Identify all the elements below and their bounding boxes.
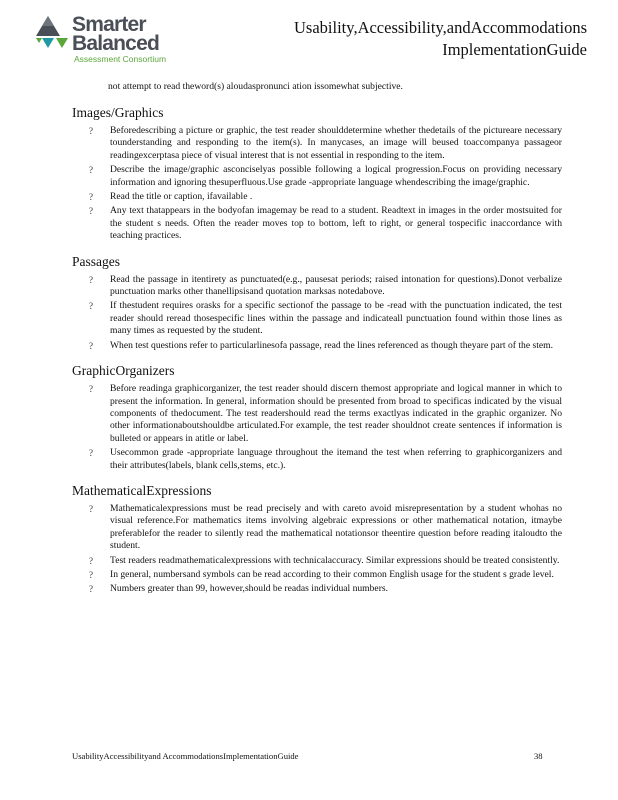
bullet-icon: ? xyxy=(89,503,93,514)
bullet-icon: ? xyxy=(89,192,93,203)
section-heading: MathematicalExpressions xyxy=(72,482,212,498)
list-item xyxy=(72,583,562,595)
list-item xyxy=(72,125,562,162)
header-title xyxy=(294,17,587,61)
list-item-text: Describe the image/graphic asconciselyas possible following a logical progression.Focus on providing necessary information and ignoring thesuperfluous.Use grade -appropriate language whendescribing the image/graphic. xyxy=(110,164,562,188)
bullet-icon: ? xyxy=(89,206,93,217)
section-heading: Passages xyxy=(72,253,120,269)
bullet-list xyxy=(72,383,562,472)
list-item-text: Usecommon grade -appropriate language throughout the itemand the test when referring to graphicorganizers and their attributes(labels, blank cells,stems, etc.). xyxy=(110,447,562,471)
list-item xyxy=(72,569,562,581)
bullet-icon: ? xyxy=(89,569,93,580)
main-content xyxy=(72,104,562,606)
intro-continuation-line: not attempt to read theword(s) aloudaspronunci ation issomewhat subjective. xyxy=(108,81,403,92)
bullet-icon: ? xyxy=(89,384,93,395)
list-item xyxy=(72,503,562,553)
list-item-text: Before readinga graphicorganizer, the test reader should discern themost appropriate and logical manner in which to present the information. In general, information should be presented from broad to specificas indicated by the visual components of thedocument. The test readershould read the terms exactlyas indicated in the graphic organizer. No other informationaboutshouldbe articulated.For example, the test reader shouldnot create sentences if information is bulleted or appears in atitle or label. xyxy=(110,383,562,444)
logo-triangle-icon xyxy=(34,14,70,56)
section-heading: Images/Graphics xyxy=(72,105,164,120)
list-item-text: Mathematicalexpressions must be read precisely and with careto avoid misrepresentation by a student whohas no visual reference.For mathematics items involving algebraic expressions or other mathematical notation, itmaybe preferablefor the reader to silently read the mathematical notationsor theentire question before reading italoudto the student. xyxy=(110,502,562,552)
list-item xyxy=(72,205,562,242)
list-item xyxy=(72,191,562,203)
bullet-list xyxy=(72,274,562,352)
bullet-icon: ? xyxy=(89,555,93,566)
bullet-icon: ? xyxy=(89,274,93,285)
list-item-text: If thestudent requires orasks for a specific sectionof the passage to be -read with the punctuation indicated, the test reader should reread thosespecific lines within the passage and indicateall punctuation found within those lines as many times as requested by the student. xyxy=(110,300,562,337)
logo-text-balanced: Balanced xyxy=(72,32,159,55)
bullet-icon: ? xyxy=(89,584,93,595)
list-item-text: Beforedescribing a picture or graphic, the test reader shoulddetermine whether thedetails of the pictureare necessary tounderstanding and responding to the item(s). In manycases, an image will beused toaccompanya passageor readingexcerptasa piece of visual interest that is not essential in responding to the item. xyxy=(110,125,562,161)
bullet-list xyxy=(72,125,562,243)
list-item-text: When test questions refer to particularlinesofa passage, read the lines referenced as though theyare part of the stem. xyxy=(110,339,553,351)
bullet-icon: ? xyxy=(89,126,93,136)
bullet-icon: ? xyxy=(89,448,93,459)
logo-text-consortium: Assessment Consortium xyxy=(74,54,167,64)
header-title-line2: ImplementationGuide xyxy=(442,40,587,59)
list-item-text: Numbers greater than 99, however,should be readas individual numbers. xyxy=(110,583,389,595)
bullet-icon: ? xyxy=(89,165,93,176)
list-item xyxy=(72,274,562,299)
list-item-text: Test readers readmathematicalexpressions with technicalaccuracy. Similar expressions should be treated consistently. xyxy=(110,554,560,566)
smarter-balanced-logo xyxy=(34,14,184,62)
list-item-text: Any text thatappears in the bodyofan imagemay be read to a student. Readtext in images in the order mostsuited for the student s needs. Often the reader moves top to bottom, left to right, or general tospecific inaccordance with teaching practices. xyxy=(110,205,562,242)
list-item xyxy=(72,164,562,189)
page-number: 38 xyxy=(534,751,543,761)
logo-text-smarter: Smarter xyxy=(72,13,146,36)
list-item xyxy=(72,555,562,567)
bullet-icon: ? xyxy=(89,340,93,351)
list-item xyxy=(72,383,562,445)
list-item xyxy=(72,340,562,352)
bullet-icon: ? xyxy=(89,301,93,312)
list-item-text: Read the passage in itentirety as punctuated(e.g., pausesat periods; raised intonation for questions).Donot verbalize punctuation marks other thanellipsisand quotation marksas notedabove. xyxy=(110,273,562,298)
header-title-line1: Usability,Accessibility,andAccommodations xyxy=(294,18,587,37)
section-heading: GraphicOrganizers xyxy=(72,363,175,379)
footer-title: UsabilityAccessibilityand AccommodationsImplementationGuide xyxy=(72,751,299,761)
list-item-text: Read the title or caption, ifavailable . xyxy=(110,191,253,203)
bullet-list xyxy=(72,503,562,596)
list-item xyxy=(72,300,562,337)
list-item-text: In general, numbersand symbols can be read according to their common English usage for the student s grade level. xyxy=(110,568,554,580)
list-item xyxy=(72,447,562,472)
